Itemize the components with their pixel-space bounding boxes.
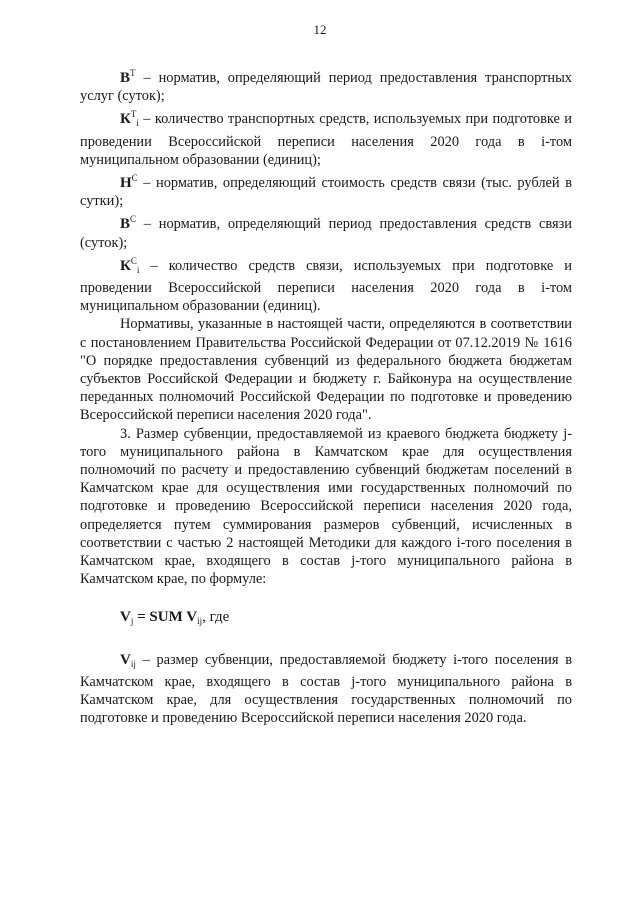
symbol-subscript: i <box>136 264 140 275</box>
norms-paragraph: Нормативы, указанные в настоящей части, определяются в соответствии с постановлением Правительства Российской Федерации от 07.12.2019 № 1616 "О порядке предоставления субвенций из федерального бюджета бюджетам субъектов Российской Федерации и бюджету г. Байконура на осуществление переданных полномочий Российской Федерации по подготовке и проведению Всероссийской переписи населения 2020 года". <box>80 316 572 424</box>
formula-tail: , где <box>202 609 230 626</box>
formula-lhs-subscript: j <box>130 616 134 627</box>
document-body <box>80 64 572 728</box>
definition-text: – норматив, определяющий период предоставления средств связи (суток); <box>80 216 572 251</box>
definition-bt <box>80 64 572 105</box>
symbol-superscript: Т <box>130 109 137 120</box>
definition-hc <box>80 169 572 210</box>
symbol-superscript: С <box>131 173 138 184</box>
symbol: В <box>120 70 131 86</box>
definition-text: – норматив, определяющий стоимость средств связи (тыс. рублей в сутки); <box>80 175 572 210</box>
symbol: В <box>120 216 131 233</box>
symbol-subscript: ij <box>130 658 136 669</box>
definition-text: – размер субвенции, предоставляемой бюджету i-того поселения в Камчатском крае, входящего в состав j-того муниципального района в Камчатском крае, для осуществления государственных полномочий по подготовке и проведению Всероссийской переписи населения 2020 года. <box>80 651 572 727</box>
symbol: Н <box>120 175 132 192</box>
symbol: К <box>120 111 131 128</box>
definition-text: – норматив, определяющий период предоставления транспортных услуг (суток); <box>80 70 572 105</box>
formula-lhs: V <box>120 609 131 626</box>
definition-vij <box>80 651 572 728</box>
symbol: V <box>120 651 131 668</box>
definition-kci <box>80 252 572 316</box>
definition-text: – количество транспортных средств, используемых при подготовке и проведении Всероссийской переписи населения 2020 года в i-том муниципальном образовании (единиц); <box>80 111 572 168</box>
definition-kti <box>80 105 572 169</box>
symbol: К <box>120 257 131 274</box>
definition-bc <box>80 210 572 251</box>
definition-text: – количество средств связи, используемых при подготовке и проведении Всероссийской переписи населения 2020 года в i-том муниципальном образовании (единиц). <box>80 257 572 315</box>
symbol-superscript: Т <box>130 68 136 78</box>
formula-rhs-subscript: ij <box>197 616 203 627</box>
symbol-superscript: С <box>130 214 137 225</box>
symbol-subscript: i <box>136 118 139 129</box>
formula-sum: = SUM V <box>133 609 198 626</box>
page-number: 12 <box>313 22 327 37</box>
symbol-superscript: С <box>130 255 137 266</box>
formula <box>120 608 572 630</box>
section-3-paragraph: 3. Размер субвенции, предоставляемой из краевого бюджета бюджету j-того муниципального района в Камчатском крае для осуществления полномочий по расчету и предоставлению субвенций бюджетам поселений в Камчатском крае для осуществления ими государственных полномочий по подготовке и проведению Всероссийской переписи населения 2020 года, определяется путем суммирования размеров субвенций, исчисленных в соответствии с частью 2 настоящей Методики для каждого i-того поселения в Камчатском крае, входящего в состав j-того муниципального района в Камчатском крае, по формуле: <box>80 425 572 588</box>
